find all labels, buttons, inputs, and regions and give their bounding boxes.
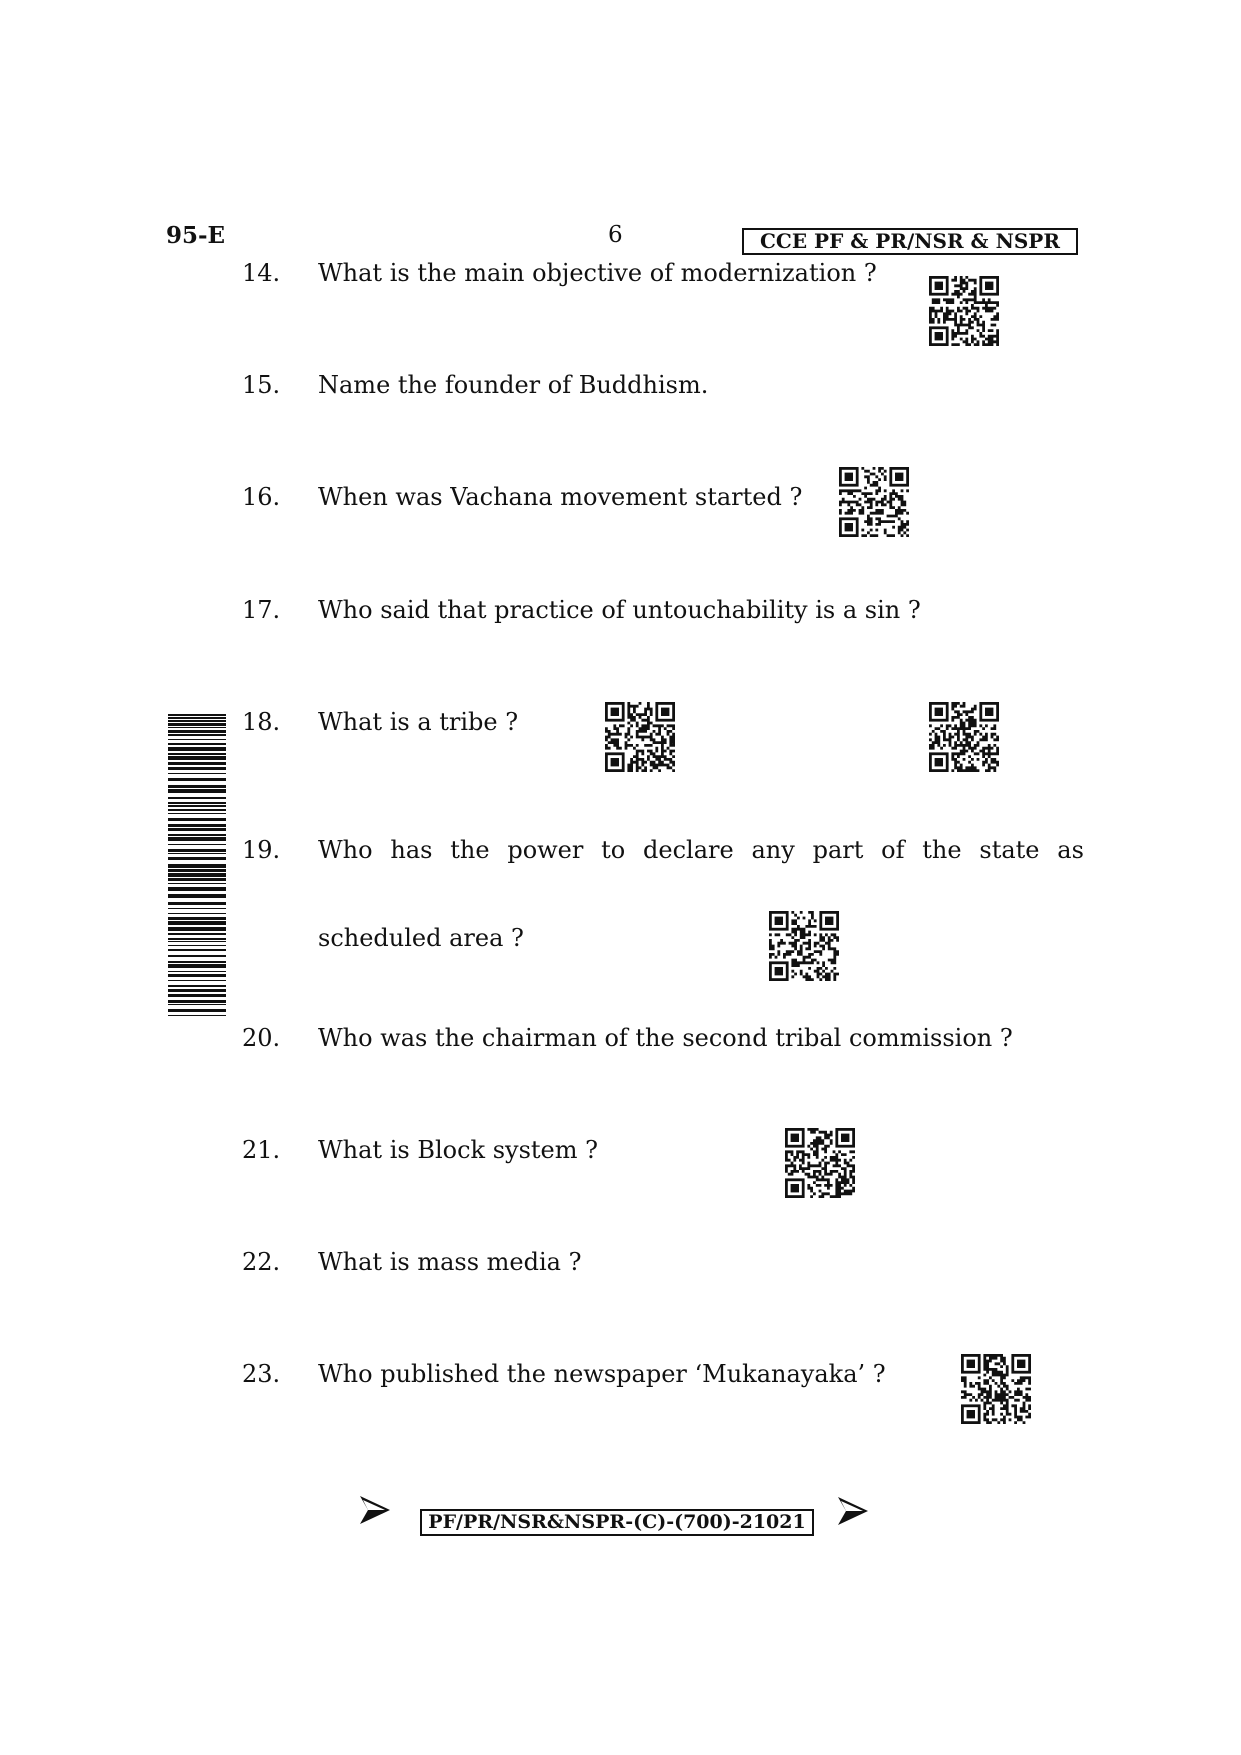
question-16 (242, 482, 802, 512)
next-page-arrow-icon (359, 1494, 391, 1526)
qr-code-icon (929, 276, 999, 346)
question-text: What is Block system ? (318, 1136, 598, 1164)
footer-code-box: PF/PR/NSR&NSPR-(C)-(700)-21021 (420, 1509, 814, 1536)
question-number: 21. (242, 1136, 281, 1164)
question-text: Name the founder of Buddhism. (318, 371, 709, 399)
question-15 (242, 370, 708, 400)
question-text: Who was the chairman of the second tribal commission ? (318, 1024, 1013, 1052)
question-number: 23. (242, 1360, 281, 1388)
question-text: What is mass media ? (318, 1248, 582, 1276)
qr-code-icon (929, 702, 999, 772)
qr-code-icon (839, 467, 909, 537)
qr-code-icon (605, 702, 675, 772)
question-number: 17. (242, 596, 281, 624)
question-text: Who published the newspaper ‘Mukanayaka’ ? (318, 1360, 886, 1388)
paper-code: 95-E (166, 222, 226, 249)
qr-code-icon (785, 1128, 855, 1198)
qr-code-icon (961, 1354, 1031, 1424)
question-text: When was Vachana movement started ? (318, 483, 803, 511)
question-text: What is a tribe ? (318, 708, 519, 736)
question-18 (242, 707, 518, 737)
exam-title-box: CCE PF & PR/NSR & NSPR (742, 228, 1078, 255)
question-number: 15. (242, 371, 281, 399)
question-text: What is the main objective of modernization ? (318, 259, 877, 287)
question-17 (242, 595, 921, 625)
question-20 (242, 1023, 1013, 1053)
qr-code-icon (769, 911, 839, 981)
question-23 (242, 1359, 886, 1389)
page-number: 6 (608, 222, 623, 248)
question-number: 16. (242, 483, 281, 511)
question-14 (242, 258, 877, 288)
question-text: Who said that practice of untouchability is a sin ? (318, 596, 921, 624)
question-number: 14. (242, 259, 281, 287)
question-number: 22. (242, 1248, 281, 1276)
question-21 (242, 1135, 598, 1165)
question-number: 20. (242, 1024, 281, 1052)
question-text-line-2: scheduled area ? (318, 924, 524, 952)
question-number: 19. (242, 836, 281, 864)
barcode-icon (168, 714, 226, 1016)
question-number: 18. (242, 708, 281, 736)
question-text-line-1: Who has the power to declare any part of the state as (318, 836, 1084, 864)
next-page-arrow-icon (837, 1495, 869, 1527)
question-22 (242, 1247, 581, 1277)
